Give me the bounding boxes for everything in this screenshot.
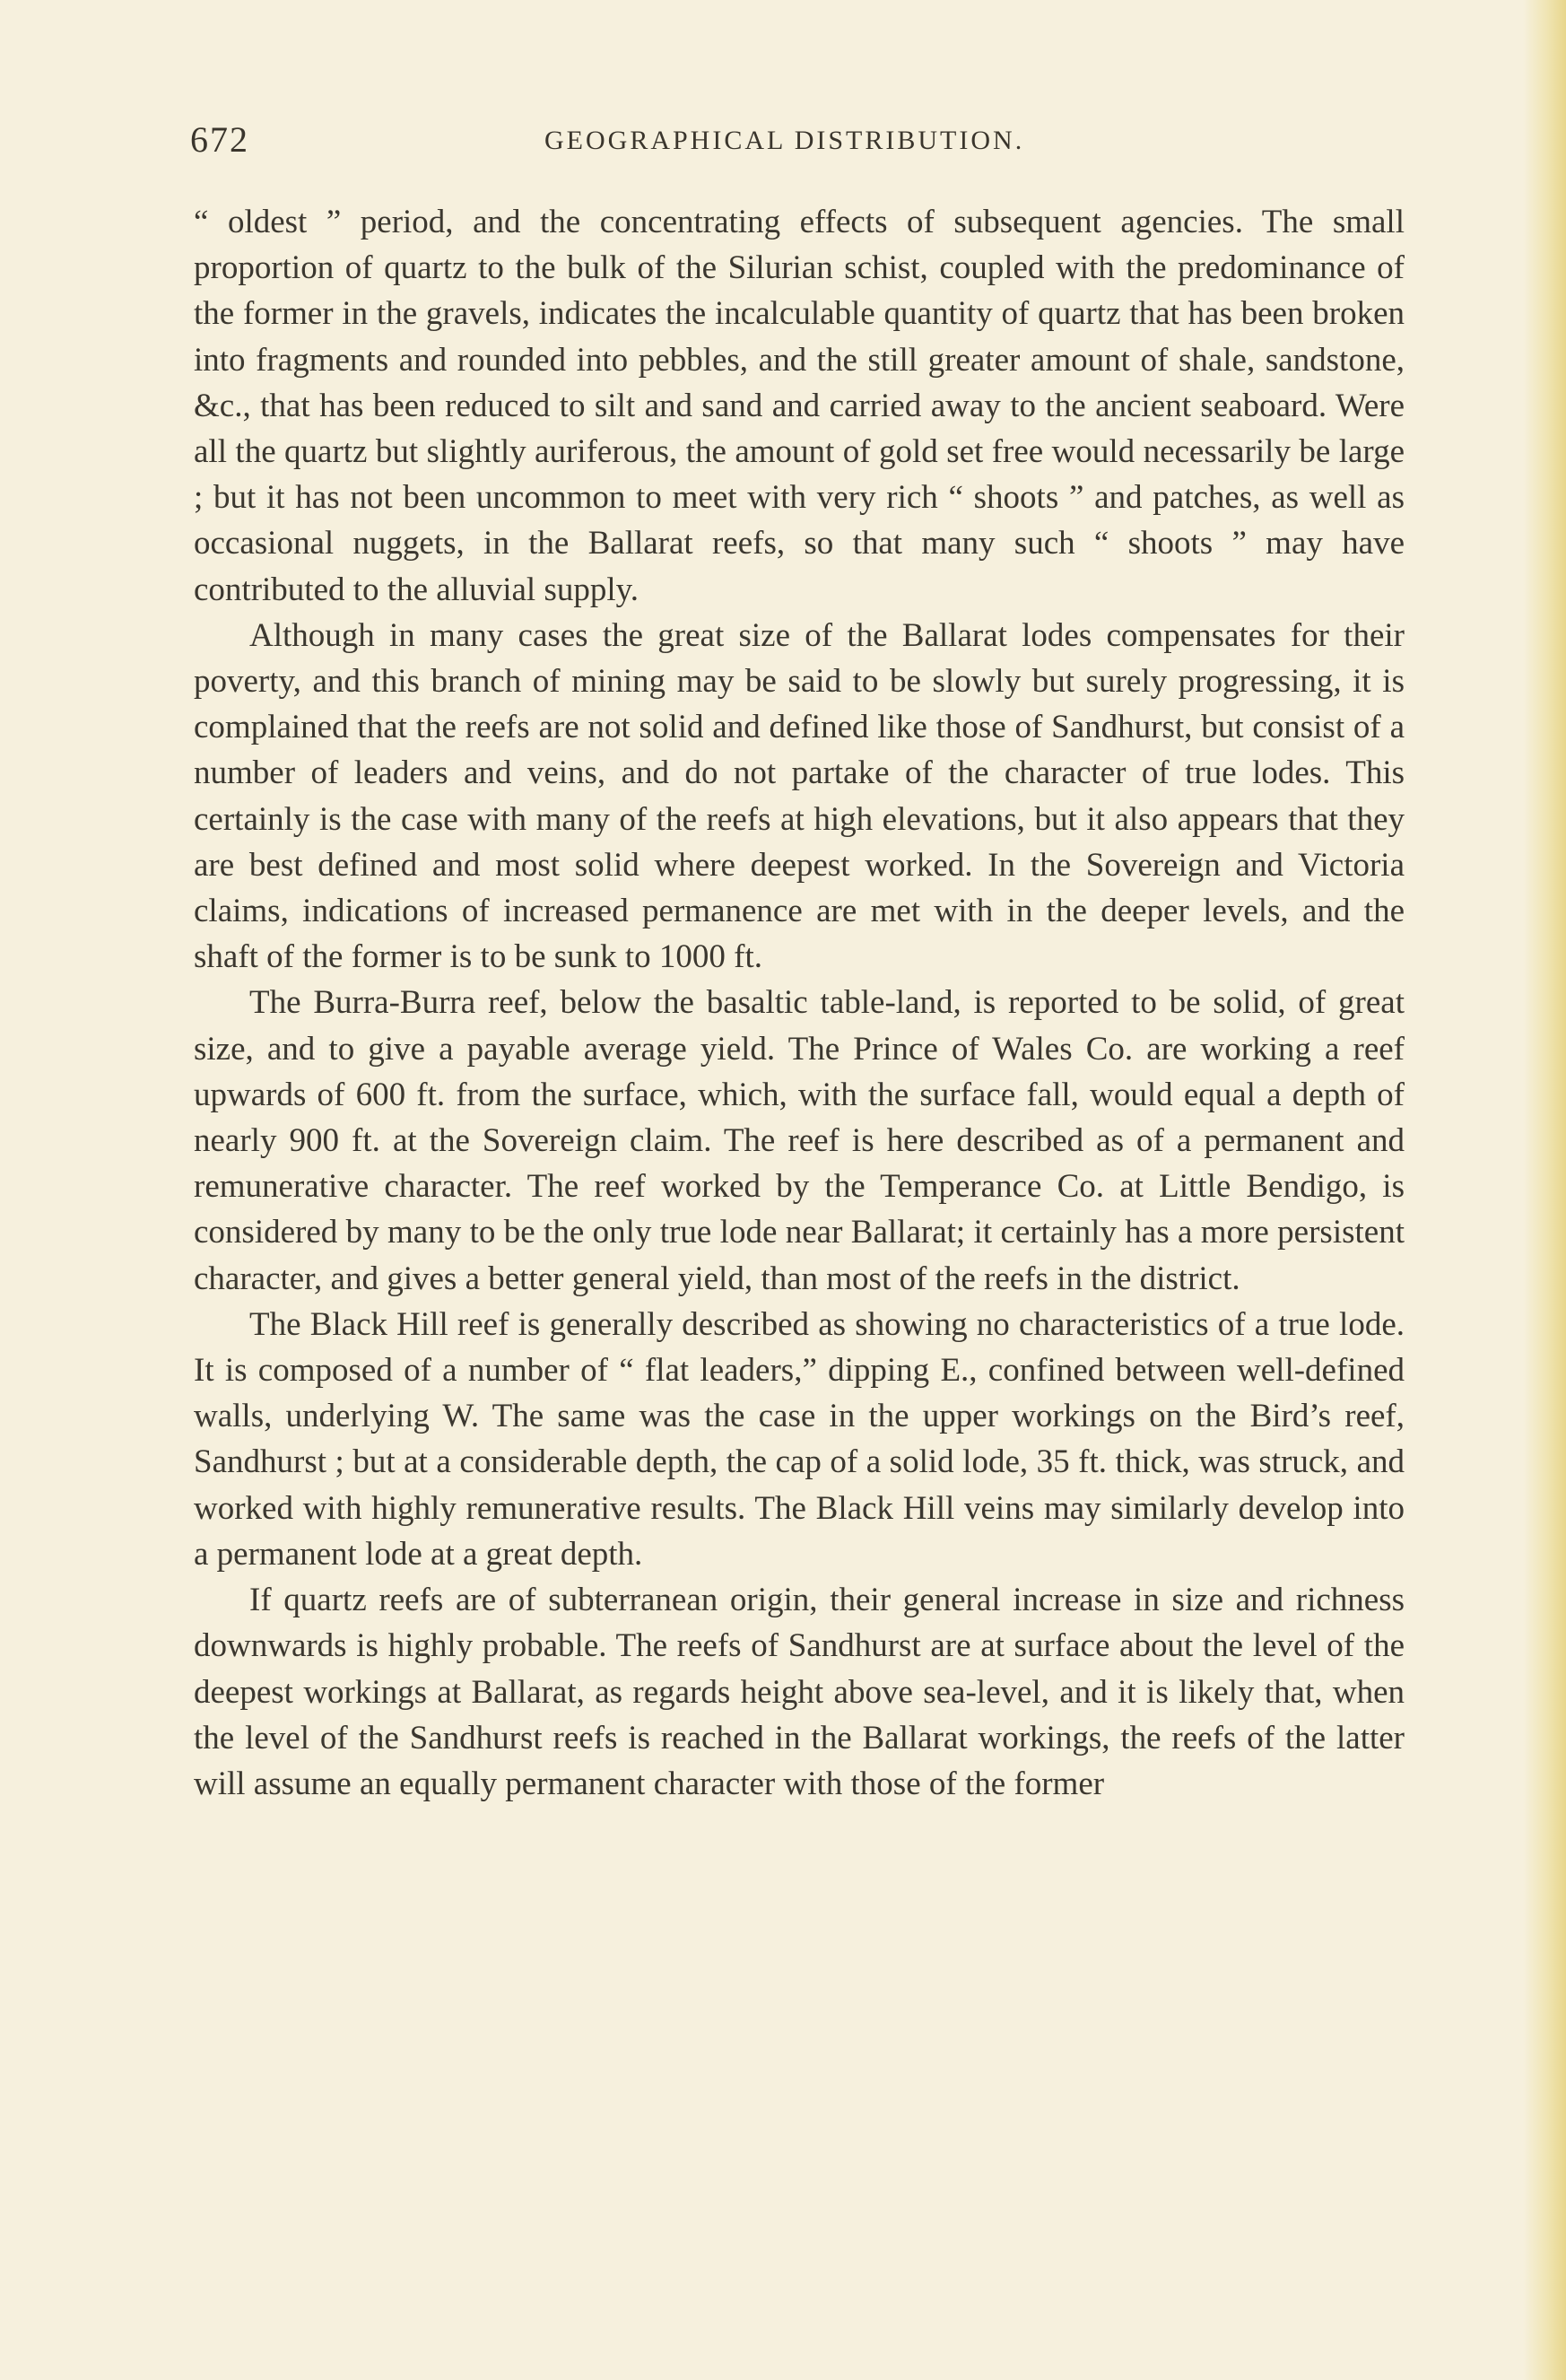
- paragraph-5: If quartz reefs are of subterranean origin, their general increase in size and richness downwards is highly probable. The reefs of Sandhurst are at surface about the level of the deepest workings at Ballarat, as regards height above sea-level, and it is likely that, when the level of the Sandhurst reefs is reached in the Ballarat workings, the reefs of the latter will assume an equally permanent character with those of the former: [194, 1582, 1405, 1802]
- page-header: [190, 118, 1410, 172]
- running-title: GEOGRAPHICAL DISTRIBUTION.: [544, 126, 1025, 155]
- page-edge-discoloration: [1523, 0, 1566, 2380]
- paragraph-1: “ oldest ” period, and the concentrating effects of subsequent agencies. The small proportion of quartz to the bulk of the Silurian schist, coupled with the predominance of the former in the gravels, indicates the incalculable quantity of quartz that has been broken into fragments and rounded into pebbles, and the still greater amount of shale, sandstone, &c., that has been reduced to silt and sand and carried away to the ancient seaboard. Were all the quartz but slightly auriferous, the amount of gold set free would necessarily be large ; but it has not been uncommon to meet with very rich “ shoots ” and patches, as well as occasional nuggets, in the Ballarat reefs, so that many such “ shoots ” may have contributed to the alluvial supply.: [194, 204, 1405, 608]
- paragraph-3: The Burra-Burra reef, below the basaltic table-land, is reported to be solid, of great size, and to give a payable average yield. The Prince of Wales Co. are working a reef upwards of 600 ft. from the surface, which, with the surface fall, would equal a depth of nearly 900 ft. at the Sovereign claim. The reef is here described as of a permanent and remunerative character. The reef worked by the Temperance Co. at Little Bendigo, is considered by many to be the only true lode near Ballarat; it certainly has a more persistent character, and gives a better general yield, than most of the reefs in the district.: [194, 984, 1405, 1297]
- paragraph-4: The Black Hill reef is generally described as showing no characteristics of a true lode. It is composed of a number of “ flat leaders,” dipping E., confined between well-defined walls, underlying W. The same was the case in the upper workings on the Bird’s reef, Sandhurst ; but at a considerable depth, the cap of a solid lode, 35 ft. thick, was struck, and worked with highly remunerative results. The Black Hill veins may similarly develop into a permanent lode at a great depth.: [194, 1305, 1405, 1573]
- paragraph-2: Although in many cases the great size of the Ballarat lodes compensates for their poverty, and this branch of mining may be said to be slowly but surely progressing, it is complained that the reefs are not solid and defined like those of Sandhurst, but consist of a number of leaders and veins, and do not partake of the character of true lodes. This certainly is the case with many of the reefs at high elevations, but it also appears that they are best defined and most solid where deepest worked. In the Sovereign and Victoria claims, indications of increased permanence are met with in the deeper levels, and the shaft of the former is to be sunk to 1000 ft.: [194, 616, 1405, 976]
- page-number: 672: [190, 119, 249, 160]
- body-text: [194, 199, 1405, 1807]
